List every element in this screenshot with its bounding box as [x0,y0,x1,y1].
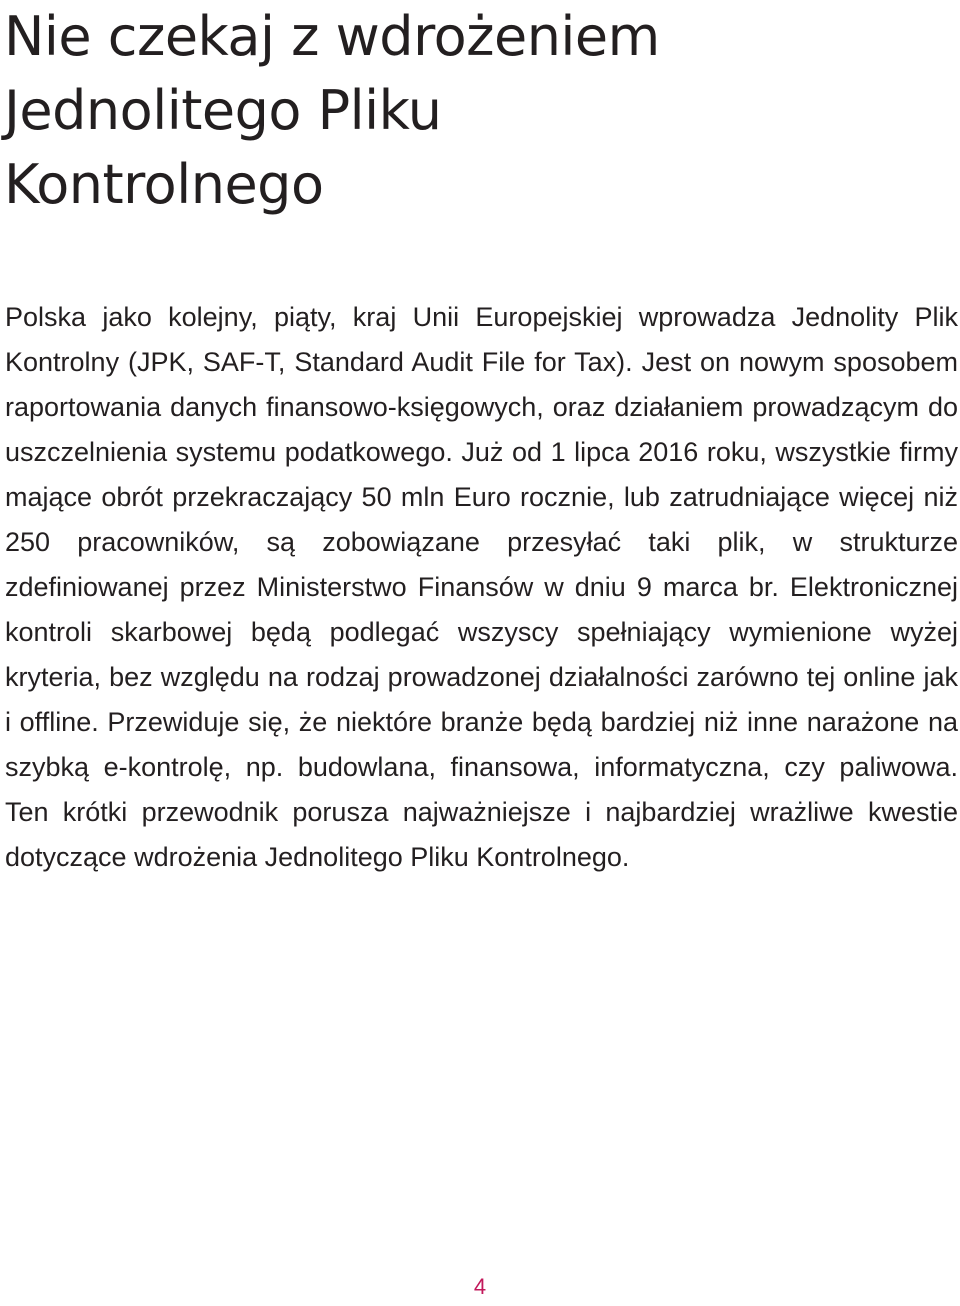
title-line-2: Jednolitego Pliku [4,79,442,142]
body-paragraph: Polska jako kolejny, piąty, kraj Unii Europejskiej wprowadza Jednolity Plik Kontrolny (JPK, SAF-T, Standard Audit File for Tax). Jest on nowym sposobem raportowania danych finansowo-księgowych, oraz działaniem prowadzącym do uszczelnienia systemu podatkowego. Już od 1 lipca 2016 roku, wszystkie firmy mające obrót przekraczający 50 mln Euro rocznie, lub zatrudniające więcej niż 250 pracowników, są zobowiązane przesyłać taki plik, w strukturze zdefiniowanej przez Ministerstwo Finansów w dniu 9 marca br. Elektronicznej kontroli skarbowej będą podlegać wszyscy spełniający wymienione wyżej kryteria, bez względu na rodzaj prowadzonej działalności zarówno tej online jak i offline. Przewiduje się, że niektóre branże będą bardziej niż inne narażone na szybką e-kontrolę, np. budowlana, finansowa, informatyczna, czy paliwowa. Ten krótki przewodnik porusza najważniejsze i najbardziej wrażliwe kwestie dotyczące wdrożenia Jednolitego Pliku Kontrolnego. [5,302,958,872]
title-line-3: Kontrolnego [4,153,324,216]
page-title [4,0,944,222]
page-number: 4 [473,1274,487,1299]
title-line-1: Nie czekaj z wdrożeniem [4,5,660,68]
